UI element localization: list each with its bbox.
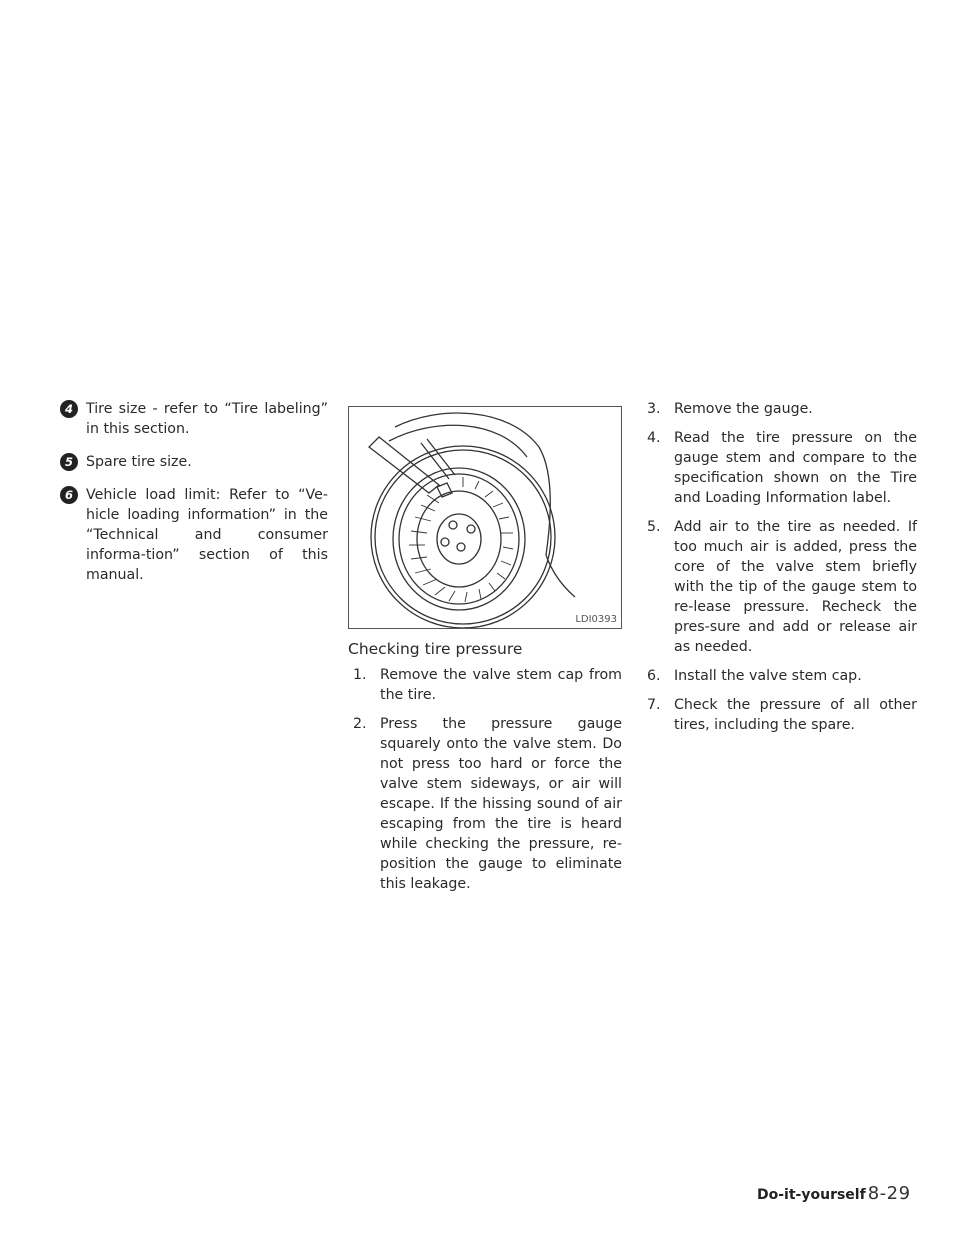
list-item [647, 695, 917, 735]
list-item [353, 665, 622, 705]
page-footer [757, 1183, 911, 1204]
step-number: 2. [353, 716, 367, 732]
step-text: Check the pressure of all other tires, including the spare. [674, 697, 917, 733]
step-text: Install the valve stem cap. [674, 668, 862, 684]
middle-column [348, 406, 622, 903]
step-number: 4. [647, 430, 661, 446]
tire-pressure-figure [348, 406, 622, 629]
callout-item [60, 399, 328, 439]
list-item [647, 428, 917, 508]
callout-text: Spare tire size. [86, 454, 192, 470]
callout-number-icon: 5 [60, 453, 78, 471]
footer-section-name: Do-it-yourself [757, 1187, 866, 1203]
step-text: Read the tire pressure on the gauge stem and compare to the specification shown on the Tire and Loading Information label. [674, 430, 917, 506]
callout-list [60, 399, 328, 598]
step-text: Add air to the tire as needed. If too much air is added, press the core of the valve stem briefly with the tip of the gauge stem to re-lease pressure. Recheck the pres-sure and add or release air as needed. [674, 519, 917, 655]
callout-item [60, 485, 328, 585]
callout-text: Tire size - refer to “Tire labeling” in this section. [86, 401, 328, 437]
step-text: Remove the valve stem cap from the tire. [380, 667, 622, 703]
step-text: Press the pressure gauge squarely onto the valve stem. Do not press too hard or force the valve stem sideways, or air will escape. If the hissing sound of air escaping from the tire is heard while checking the pressure, re-position the gauge to eliminate this leakage. [380, 716, 622, 892]
list-item [647, 666, 917, 686]
page-number: 8-29 [867, 1183, 911, 1204]
callout-item [60, 452, 328, 472]
list-item [353, 714, 622, 894]
step-number: 3. [647, 401, 661, 417]
step-number: 1. [353, 667, 367, 683]
callout-text: Vehicle load limit: Refer to “Ve-hicle loading information” in the “Technical and consumer informa-tion” section of this manual. [86, 487, 328, 583]
section-title: Checking tire pressure [348, 640, 523, 658]
tire-pressure-gauge-illustration [349, 407, 621, 628]
step-list [348, 665, 622, 894]
callout-number-icon: 6 [60, 486, 78, 504]
callout-number-icon: 4 [60, 400, 78, 418]
list-item [647, 399, 917, 419]
step-list [647, 399, 917, 735]
right-column [647, 399, 917, 744]
step-number: 5. [647, 519, 661, 535]
step-number: 7. [647, 697, 661, 713]
step-text: Remove the gauge. [674, 401, 813, 417]
list-item [647, 517, 917, 657]
figure-code: LDI0393 [575, 614, 617, 625]
step-number: 6. [647, 668, 661, 684]
